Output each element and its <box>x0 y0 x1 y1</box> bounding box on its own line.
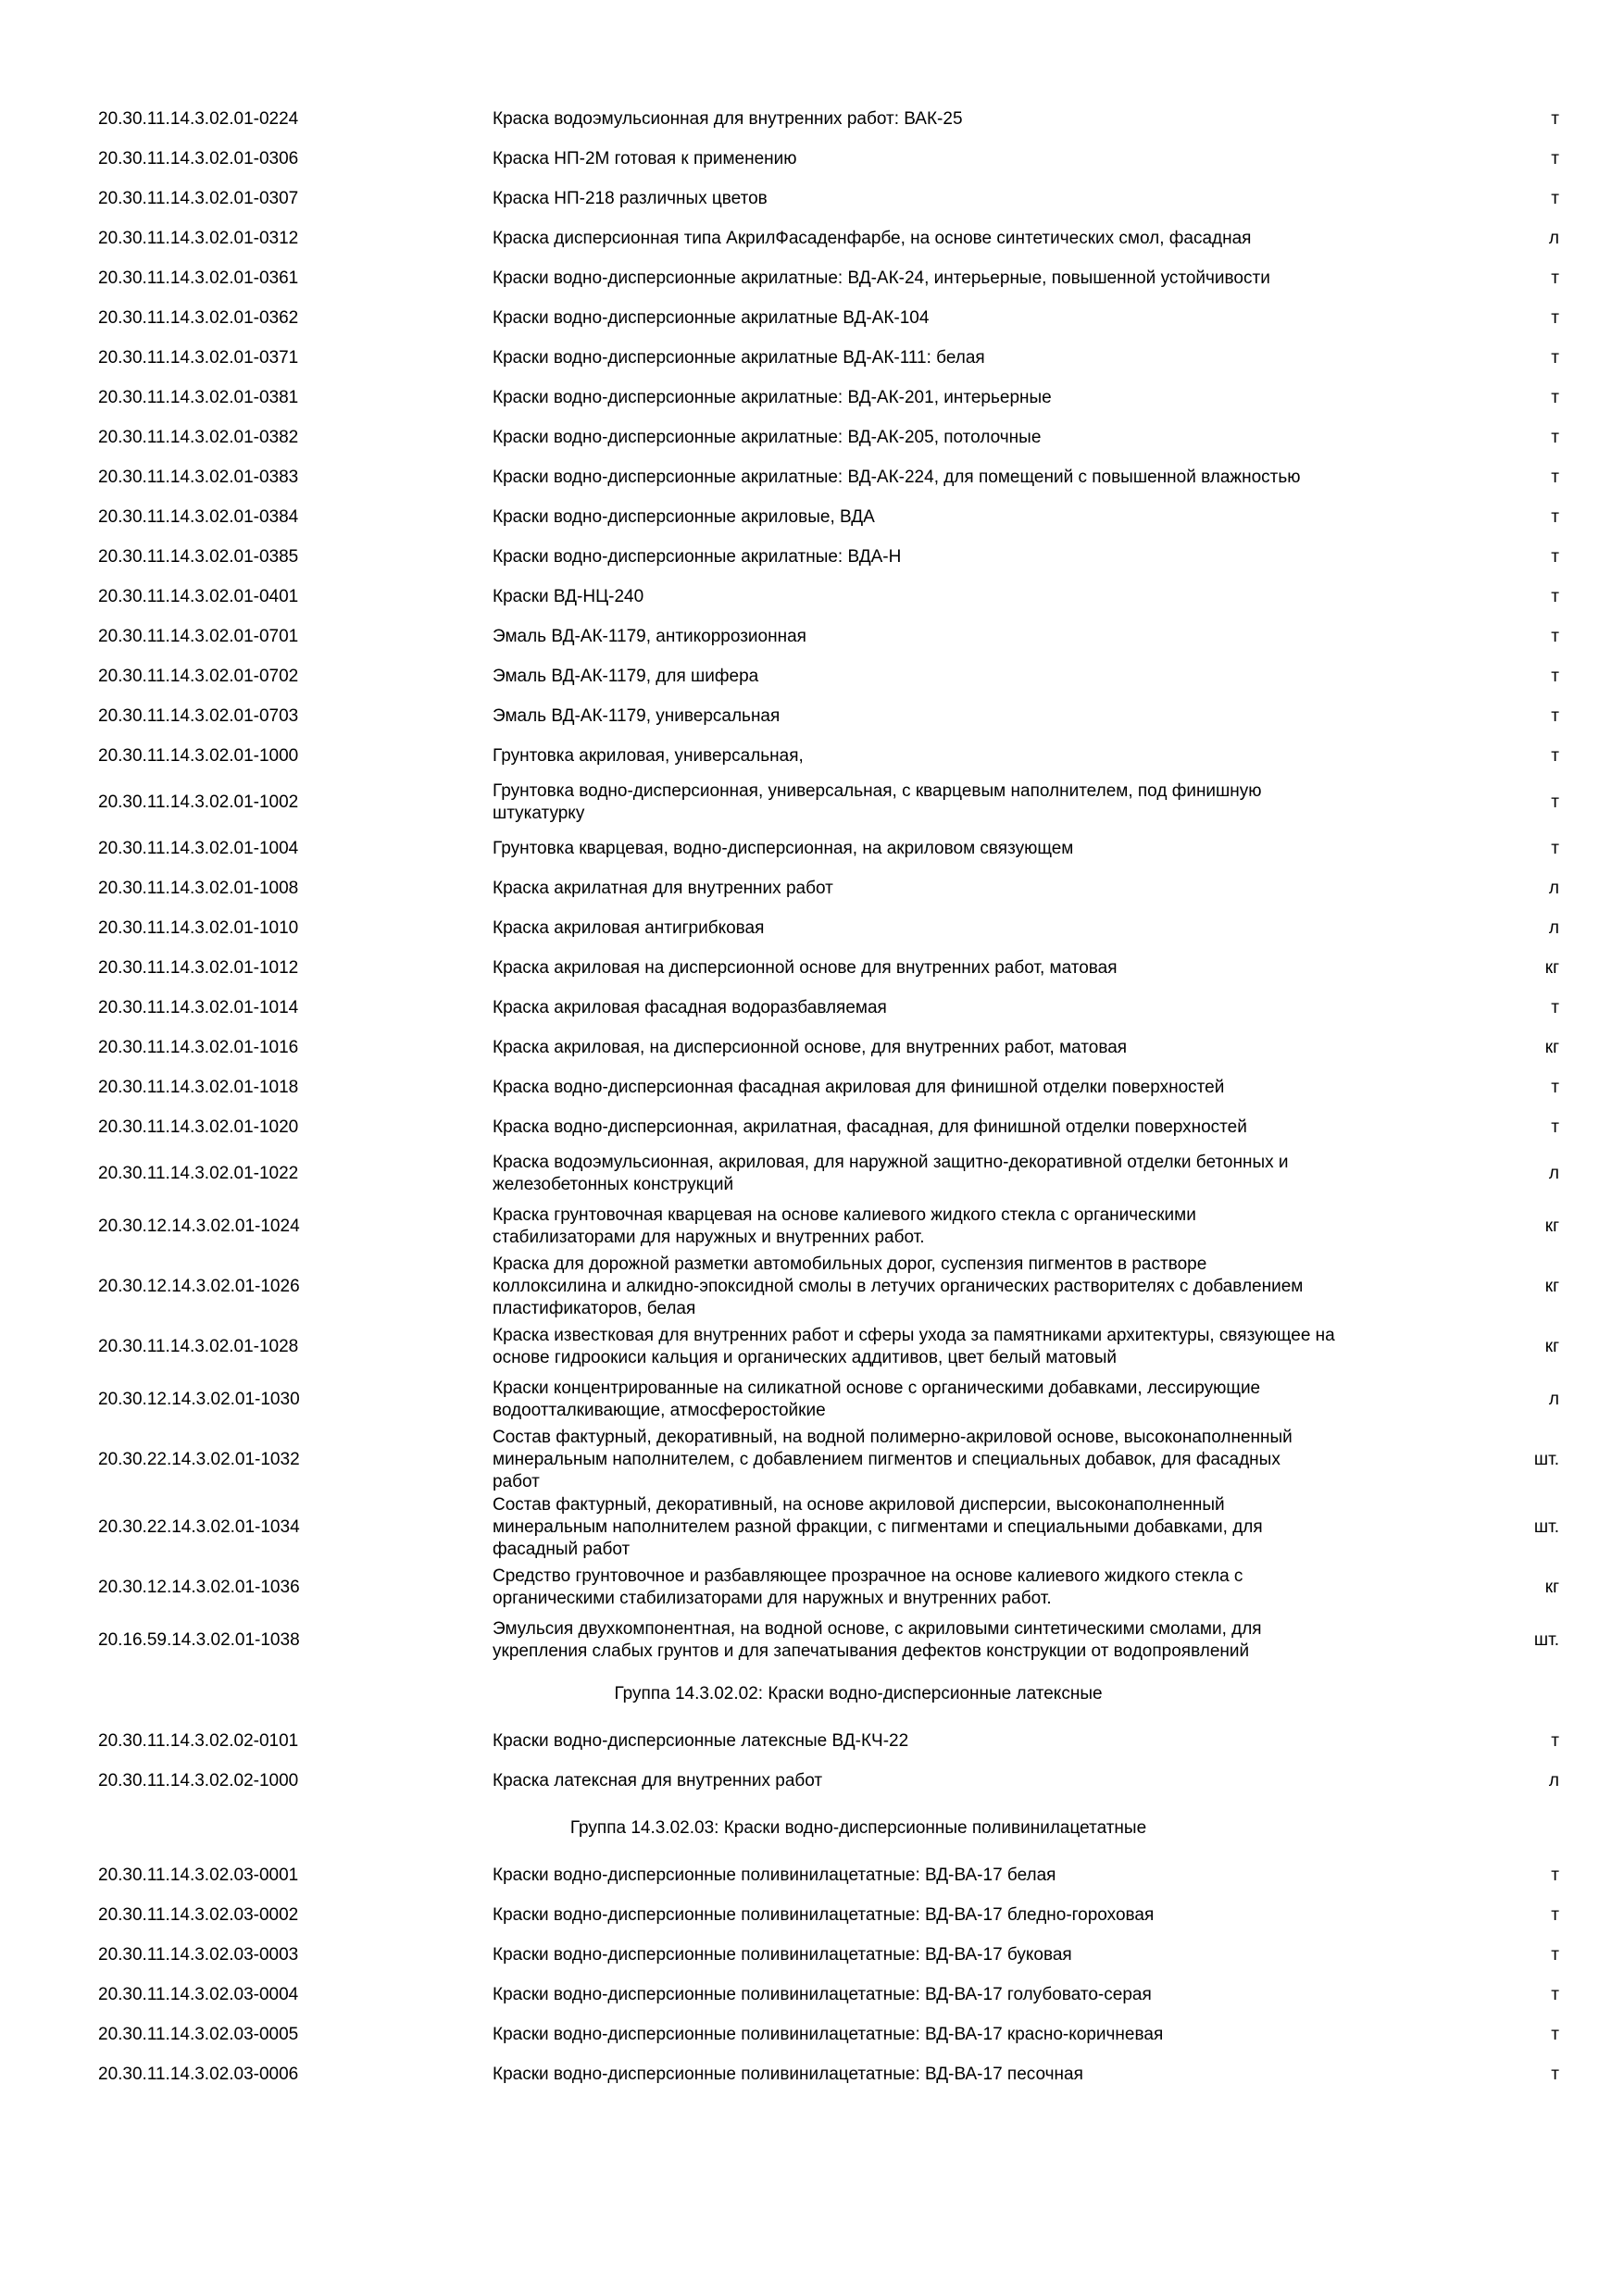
table-row <box>0 1373 1624 1426</box>
unit-of-measure: л <box>1548 1163 1559 1183</box>
resource-code: 20.30.11.14.3.02.01-1010 <box>98 917 299 938</box>
unit-of-measure: т <box>1551 1077 1559 1097</box>
resource-description: Эмаль ВД-АК-1179, для шифера <box>493 666 759 686</box>
resource-description: Краски водно-дисперсионные акрилатные: ВДА-Н <box>493 546 902 567</box>
unit-of-measure: т <box>1551 546 1559 567</box>
resource-code: 20.30.11.14.3.02.01-0385 <box>98 546 299 567</box>
resource-code: 20.16.59.14.3.02.01-1038 <box>98 1629 300 1650</box>
unit-of-measure: т <box>1551 387 1559 407</box>
unit-of-measure: т <box>1551 148 1559 168</box>
unit-of-measure: т <box>1551 745 1559 766</box>
resource-code: 20.30.11.14.3.02.03-0002 <box>98 1904 299 1925</box>
resource-code: 20.30.11.14.3.02.01-0307 <box>98 188 299 208</box>
table-row <box>0 1200 1624 1253</box>
resource-code: 20.30.11.14.3.02.01-0224 <box>98 108 299 129</box>
resource-code: 20.30.11.14.3.02.01-0371 <box>98 347 299 368</box>
table-row <box>0 988 1624 1028</box>
resource-code: 20.30.11.14.3.02.01-0703 <box>98 705 299 726</box>
resource-code: 20.30.11.14.3.02.01-1016 <box>98 1037 299 1057</box>
resource-code: 20.30.11.14.3.02.03-0001 <box>98 1865 299 1885</box>
unit-of-measure: л <box>1548 917 1559 938</box>
table-row <box>0 1028 1624 1067</box>
unit-of-measure: кг <box>1544 1577 1559 1597</box>
table-row <box>0 2015 1624 2054</box>
unit-of-measure: т <box>1551 1904 1559 1925</box>
resource-description: Краска водоэмульсионная, акриловая, для наружной защитно-декоративной отделки бетонных и железобетонных конструкций <box>493 1152 1289 1194</box>
unit-of-measure: л <box>1548 1389 1559 1409</box>
unit-of-measure: т <box>1551 268 1559 288</box>
resource-description: Эмульсия двухкомпонентная, на водной основе, с акриловыми синтетическими смолами, для укрепления слабых грунтов и для запечатывания дефектов конструкции от водопроявлений <box>493 1618 1262 1661</box>
resource-description: Краски водно-дисперсионные поливинилацетатные: ВД-ВА-17 песочная <box>493 2064 1083 2084</box>
unit-of-measure: т <box>1551 2024 1559 2044</box>
unit-of-measure: т <box>1551 792 1559 812</box>
resource-code: 20.30.11.14.3.02.01-1008 <box>98 878 299 898</box>
unit-of-measure: т <box>1551 1944 1559 1965</box>
resource-description: Краска латексная для внутренних работ <box>493 1770 823 1791</box>
group-header <box>0 1666 1624 1721</box>
resource-code: 20.30.11.14.3.02.03-0003 <box>98 1944 299 1965</box>
resource-code: 20.30.12.14.3.02.01-1026 <box>98 1276 300 1296</box>
resource-description: Краска известковая для внутренних работ и сферы ухода за памятниками архитектуры, связующее на основе гидроокиси кальция и органических аддитивов, цвет белый матовый <box>493 1325 1335 1367</box>
resource-code: 20.30.11.14.3.02.02-0101 <box>98 1730 299 1751</box>
resource-code: 20.30.11.14.3.02.01-1018 <box>98 1077 299 1097</box>
resource-description: Грунтовка акриловая, универсальная, <box>493 745 804 766</box>
resource-code: 20.30.12.14.3.02.01-1036 <box>98 1577 300 1597</box>
resource-description: Краски водно-дисперсионные поливинилацетатные: ВД-ВА-17 буковая <box>493 1944 1072 1965</box>
resource-description: Краска НП-218 различных цветов <box>493 188 768 208</box>
resource-code: 20.30.11.14.3.02.03-0006 <box>98 2064 299 2084</box>
resource-code: 20.30.22.14.3.02.01-1032 <box>98 1449 300 1469</box>
resource-code: 20.30.12.14.3.02.01-1024 <box>98 1216 300 1236</box>
table-row <box>0 378 1624 418</box>
resource-description: Краски водно-дисперсионные поливинилацетатные: ВД-ВА-17 белая <box>493 1865 1056 1885</box>
unit-of-measure: л <box>1548 1770 1559 1791</box>
resource-description: Краска для дорожной разметки автомобильных дорог, суспензия пигментов в растворе коллоксилина и алкидно-эпоксидной смолы в летучих органических растворителях с добавлением пластификаторов, белая <box>493 1254 1304 1318</box>
resource-code: 20.30.11.14.3.02.01-0401 <box>98 586 299 606</box>
resource-code: 20.30.11.14.3.02.01-0306 <box>98 148 299 168</box>
resource-description: Краска дисперсионная типа АкрилФасаденфарбе, на основе синтетических смол, фасадная <box>493 228 1252 248</box>
unit-of-measure: т <box>1551 1865 1559 1885</box>
unit-of-measure: т <box>1551 506 1559 527</box>
resource-description: Краски водно-дисперсионные акрилатные: ВД-АК-24, интерьерные, повышенной устойчивости <box>493 268 1270 288</box>
unit-of-measure: кг <box>1544 1336 1559 1356</box>
resource-description: Краска грунтовочная кварцевая на основе калиевого жидкого стекла с органическими стабилизаторами для наружных и внутренних работ. <box>493 1204 1196 1247</box>
resource-code: 20.30.11.14.3.02.01-0701 <box>98 626 299 646</box>
table-row <box>0 1320 1624 1373</box>
resource-code: 20.30.11.14.3.02.01-0312 <box>98 228 299 248</box>
resource-code: 20.30.11.14.3.02.01-1022 <box>98 1163 299 1183</box>
unit-of-measure: т <box>1551 666 1559 686</box>
resource-description: Краска НП-2М готовая к применению <box>493 148 797 168</box>
unit-of-measure: т <box>1551 997 1559 1017</box>
resource-description: Грунтовка водно-дисперсионная, универсальная, с кварцевым наполнителем, под финишную штукатурку <box>493 780 1262 823</box>
materials-table <box>0 99 1624 2094</box>
table-row <box>0 218 1624 258</box>
resource-description: Краска водоэмульсионная для внутренних работ: ВАК-25 <box>493 108 963 129</box>
resource-description: Краски водно-дисперсионные акрилатные ВД-АК-111: белая <box>493 347 985 368</box>
table-row <box>0 1561 1624 1614</box>
resource-description: Краски водно-дисперсионные поливинилацетатные: ВД-ВА-17 голубовато-серая <box>493 1984 1152 2004</box>
resource-code: 20.30.12.14.3.02.01-1030 <box>98 1389 300 1409</box>
table-row <box>0 1147 1624 1200</box>
unit-of-measure: т <box>1551 1117 1559 1137</box>
table-row <box>0 829 1624 868</box>
unit-of-measure: т <box>1551 427 1559 447</box>
unit-of-measure: т <box>1551 307 1559 328</box>
resource-description: Состав фактурный, декоративный, на водной полимерно-акриловой основе, высоконаполненный минеральным наполнителем, с добавлением пигментов и специальных добавок, для фасадных работ <box>493 1427 1293 1491</box>
resource-code: 20.30.11.14.3.02.01-0384 <box>98 506 299 527</box>
table-row <box>0 1761 1624 1801</box>
table-row <box>0 617 1624 656</box>
resource-code: 20.30.11.14.3.02.01-1004 <box>98 838 299 858</box>
resource-description: Краска акриловая, на дисперсионной основе, для внутренних работ, матовая <box>493 1037 1128 1057</box>
resource-description: Эмаль ВД-АК-1179, универсальная <box>493 705 781 726</box>
table-row <box>0 1426 1624 1493</box>
resource-description: Краски водно-дисперсионные акрилатные: ВД-АК-224, для помещений с повышенной влажностью <box>493 467 1301 487</box>
table-row <box>0 497 1624 537</box>
table-row <box>0 99 1624 139</box>
unit-of-measure: шт. <box>1533 1629 1559 1650</box>
table-row <box>0 139 1624 179</box>
resource-code: 20.30.11.14.3.02.01-1012 <box>98 957 299 978</box>
table-row <box>0 418 1624 457</box>
table-row <box>0 1493 1624 1561</box>
resource-description: Краска акриловая антигрибковая <box>493 917 765 938</box>
table-row <box>0 776 1624 829</box>
table-row <box>0 1253 1624 1320</box>
resource-code: 20.30.11.14.3.02.01-0361 <box>98 268 299 288</box>
resource-description: Краска акрилатная для внутренних работ <box>493 878 833 898</box>
unit-of-measure: т <box>1551 1984 1559 2004</box>
table-row <box>0 457 1624 497</box>
unit-of-measure: кг <box>1544 1216 1559 1236</box>
group-header <box>0 1801 1624 1855</box>
resource-description: Краски водно-дисперсионные акриловые, ВДА <box>493 506 875 527</box>
unit-of-measure: т <box>1551 2064 1559 2084</box>
resource-description: Эмаль ВД-АК-1179, антикоррозионная <box>493 626 806 646</box>
unit-of-measure: кг <box>1544 1037 1559 1057</box>
table-row <box>0 1107 1624 1147</box>
resource-code: 20.30.11.14.3.02.01-0702 <box>98 666 299 686</box>
resource-code: 20.30.11.14.3.02.01-0381 <box>98 387 299 407</box>
table-row <box>0 338 1624 378</box>
group-title: Группа 14.3.02.03: Краски водно-дисперсионные поливинилацетатные <box>569 1817 1147 1838</box>
resource-code: 20.30.11.14.3.02.03-0005 <box>98 2024 299 2044</box>
table-row <box>0 868 1624 908</box>
resource-description: Краски водно-дисперсионные акрилатные: ВД-АК-201, интерьерные <box>493 387 1052 407</box>
unit-of-measure: т <box>1551 626 1559 646</box>
resource-description: Краски водно-дисперсионные поливинилацетатные: ВД-ВА-17 красно-коричневая <box>493 2024 1164 2044</box>
table-row <box>0 2054 1624 2094</box>
unit-of-measure: л <box>1548 228 1559 248</box>
resource-description: Состав фактурный, декоративный, на основе акриловой дисперсии, высоконаполненный минеральным наполнителем разной фракции, с пигментами и специальными добавками, для фасадный работ <box>493 1494 1263 1559</box>
unit-of-measure: т <box>1551 1730 1559 1751</box>
resource-description: Краска водно-дисперсионная фасадная акриловая для финишной отделки поверхностей <box>493 1077 1225 1097</box>
table-row <box>0 179 1624 218</box>
table-row <box>0 298 1624 338</box>
resource-code: 20.30.11.14.3.02.01-0362 <box>98 307 299 328</box>
resource-code: 20.30.11.14.3.02.01-1020 <box>98 1117 299 1137</box>
unit-of-measure: т <box>1551 467 1559 487</box>
unit-of-measure: т <box>1551 838 1559 858</box>
resource-description: Средство грунтовочное и разбавляющее прозрачное на основе калиевого жидкого стекла с органическими стабилизаторами для наружных и внутренних работ. <box>493 1566 1243 1608</box>
table-row <box>0 1067 1624 1107</box>
table-row <box>0 258 1624 298</box>
unit-of-measure: шт. <box>1533 1516 1559 1537</box>
unit-of-measure: кг <box>1544 1276 1559 1296</box>
unit-of-measure: т <box>1551 586 1559 606</box>
table-row <box>0 736 1624 776</box>
table-row <box>0 1855 1624 1895</box>
resource-code: 20.30.11.14.3.02.01-1000 <box>98 745 299 766</box>
resource-code: 20.30.22.14.3.02.01-1034 <box>98 1516 300 1537</box>
unit-of-measure: т <box>1551 108 1559 129</box>
resource-code: 20.30.11.14.3.02.01-0383 <box>98 467 299 487</box>
resource-description: Краска акриловая фасадная водоразбавляемая <box>493 997 887 1017</box>
resource-description: Грунтовка кварцевая, водно-дисперсионная, на акриловом связующем <box>493 838 1074 858</box>
unit-of-measure: т <box>1551 188 1559 208</box>
table-row <box>0 1895 1624 1935</box>
resource-description: Краски концентрированные на силикатной основе с органическими добавками, лессирующие водоотталкивающие, атмосферостойкие <box>493 1378 1261 1420</box>
resource-code: 20.30.11.14.3.02.03-0004 <box>98 1984 299 2004</box>
resource-description: Краска акриловая на дисперсионной основе для внутренних работ, матовая <box>493 957 1118 978</box>
table-row <box>0 908 1624 948</box>
resource-code: 20.30.11.14.3.02.01-1014 <box>98 997 299 1017</box>
resource-code: 20.30.11.14.3.02.01-1028 <box>98 1336 299 1356</box>
table-row <box>0 1614 1624 1666</box>
resource-description: Краска водно-дисперсионная, акрилатная, фасадная, для финишной отделки поверхностей <box>493 1117 1247 1137</box>
table-row <box>0 1975 1624 2015</box>
table-row <box>0 537 1624 577</box>
resource-code: 20.30.11.14.3.02.01-1002 <box>98 792 299 812</box>
unit-of-measure: т <box>1551 347 1559 368</box>
resource-description: Краски водно-дисперсионные акрилатные ВД-АК-104 <box>493 307 930 328</box>
unit-of-measure: т <box>1551 705 1559 726</box>
resource-description: Краски водно-дисперсионные латексные ВД-КЧ-22 <box>493 1730 909 1751</box>
table-row <box>0 656 1624 696</box>
table-row <box>0 577 1624 617</box>
unit-of-measure: л <box>1548 878 1559 898</box>
table-row <box>0 948 1624 988</box>
resource-code: 20.30.11.14.3.02.01-0382 <box>98 427 299 447</box>
unit-of-measure: шт. <box>1533 1449 1559 1469</box>
unit-of-measure: кг <box>1544 957 1559 978</box>
group-title: Группа 14.3.02.02: Краски водно-дисперсионные латексные <box>614 1683 1103 1703</box>
table-row <box>0 696 1624 736</box>
resource-description: Краски ВД-НЦ-240 <box>493 586 644 606</box>
table-row <box>0 1935 1624 1975</box>
table-row <box>0 1721 1624 1761</box>
resource-code: 20.30.11.14.3.02.02-1000 <box>98 1770 299 1791</box>
resource-description: Краски водно-дисперсионные акрилатные: ВД-АК-205, потолочные <box>493 427 1042 447</box>
resource-description: Краски водно-дисперсионные поливинилацетатные: ВД-ВА-17 бледно-гороховая <box>493 1904 1155 1925</box>
